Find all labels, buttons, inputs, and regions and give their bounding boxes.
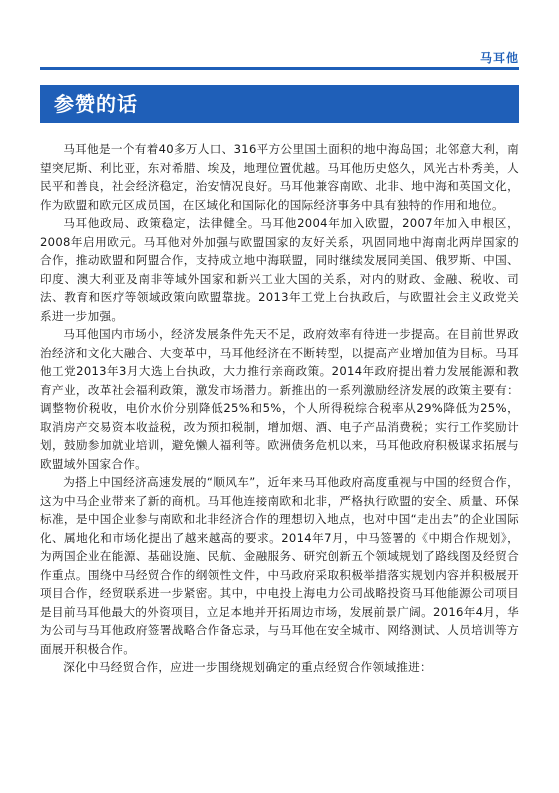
section-title: 参赞的话 <box>54 92 138 116</box>
header-rule <box>40 67 519 70</box>
paragraph: 马耳他政局、政策稳定，法律健全。马耳他2004年加入欧盟，2007年加入申根区，2008年启用欧元。马耳他对外加强与欧盟国家的友好关系，巩固同地中海南北两岸国家的合作，推动欧盟和阿盟合作，支持成立地中海联盟，同时继续发展同美国、俄罗斯、中国、印度、澳大利亚及南非等域外国家和新兴工业大国的关系，对内的财政、金融、税收、司法、教育和医疗等领域政策向欧盟靠拢。2013年工党上台执政后，与欧盟社会主义政党关系进一步加强。 <box>40 216 519 323</box>
paragraph: 马耳他是一个有着40多万人口、316平方公里国土面积的地中海岛国；北邻意大利，南望突尼斯、利比亚，东对希腊、埃及，地理位置优越。马耳他历史悠久，风光古朴秀美，人民平和善良，社会经济稳定，治安情况良好。马耳他兼容南欧、北非、地中海和英国文化，作为欧盟和欧元区成员国，在区域化和国际化的国际经济事务中具有独特的作用和地位。 <box>40 142 519 212</box>
paragraph: 为搭上中国经济高速发展的“顺风车”，近年来马耳他政府高度重视与中国的经贸合作，这为中马企业带来了新的商机。马耳他连接南欧和北非，严格执行欧盟的安全、质量、环保标准，是中国企业参与南欧和北非经济合作的理想切入地点，也对中国“走出去”的企业国际化、属地化和市场化提出了越来越高的要求。2014年7月，中马签署的《中期合作规划》，为两国企业在能源、基础设施、民航、金融服务、研究创新五个领域规划了路线图及经贸合作重点。围绕中马经贸合作的纲领性文件，中马政府采取积极举措落实规划内容并积极展开项目合作，经贸联系进一步紧密。其中，中电投上海电力公司战略投资马耳他能源公司项目是目前马耳他最大的外资项目，立足本地并开拓周边市场，发展前景广阔。2016年4月，华为公司与马耳他政府签署战略合作备忘录，与马耳他在安全城市、网络测试、人员培训等方面展开积极合作。 <box>40 475 519 656</box>
paragraph: 马耳他国内市场小，经济发展条件先天不足，政府效率有待进一步提高。在目前世界政治经济和文化大融合、大变革中，马耳他经济在不断转型，以提高产业增加值为目标。马耳他工党2013年3月大选上台执政，大力推行亲商政策。2014年政府提出着力发展能源和教育产业，改革社会福利政策，激发市场潜力。新推出的一系列激励经济发展的政策主要有：调整物价税收，电价水价分别降低25%和5%，个人所得税综合税率从29%降低为25%，取消房产交易资本收益税，改为预扣税制，增加烟、酒、电子产品消费税；实行工作奖励计划，鼓励参加就业培训，避免懒人福利等。欧洲债务危机以来，马耳他政府积极谋求拓展与欧盟域外国家合作。 <box>40 327 519 471</box>
page-header-label: 马耳他 <box>479 51 519 65</box>
section-banner <box>40 85 519 123</box>
body-text <box>40 140 519 677</box>
paragraph: 深化中马经贸合作，应进一步围绕规划确定的重点经贸合作领域推进： <box>63 660 432 674</box>
